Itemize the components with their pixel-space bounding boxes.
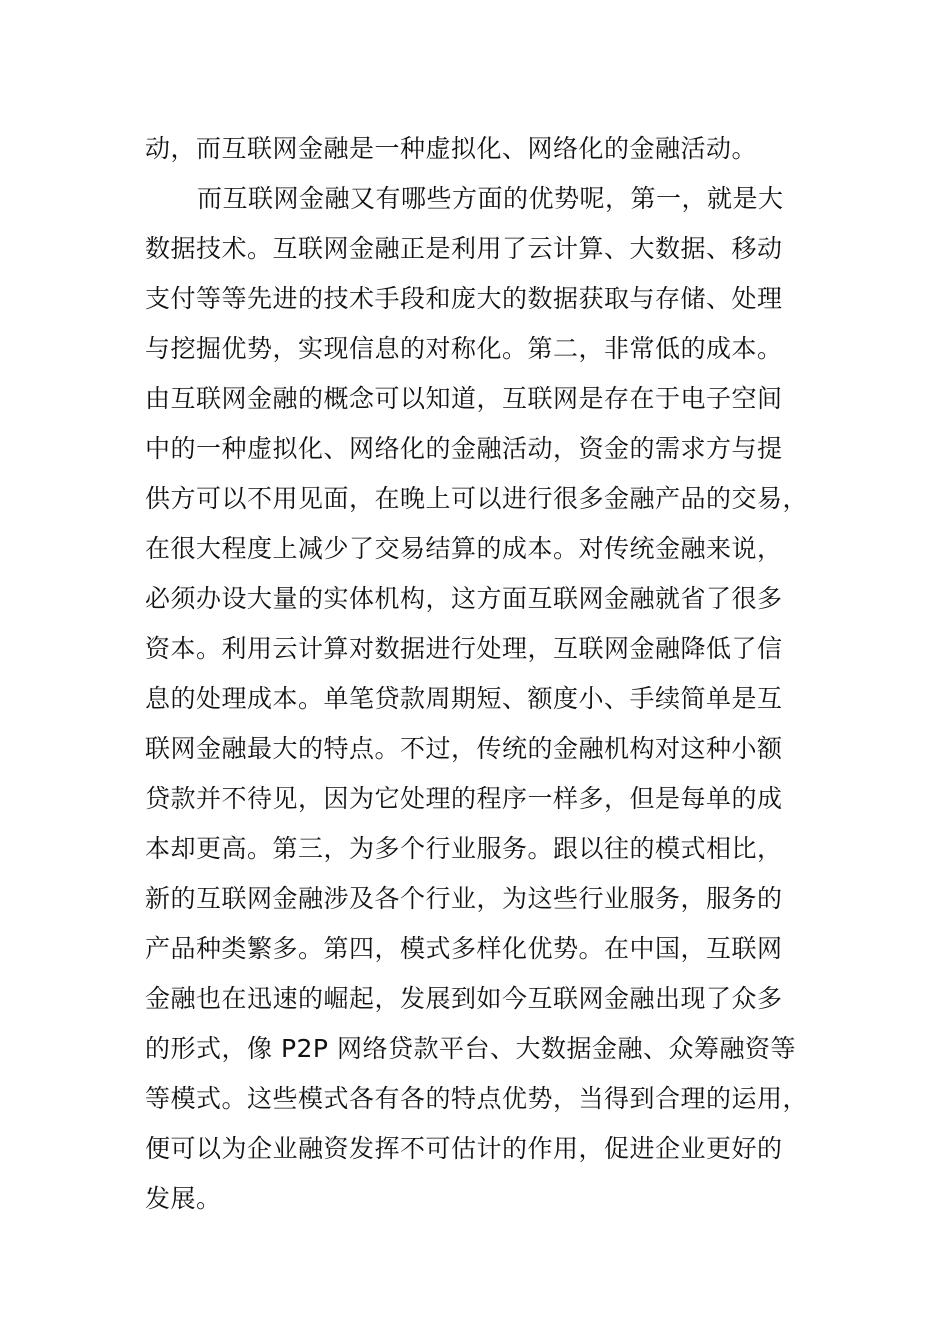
text-line-22: 发展。 <box>145 1184 222 1213</box>
text-line-16: 新的互联网金融涉及各个行业，为这些行业服务，服务的 <box>145 884 783 913</box>
text-line-21: 便可以为企业融资发挥不可估计的作用，促进企业更好的 <box>145 1134 783 1163</box>
text-line-20: 等模式。这些模式各有各的特点优势，当得到合理的运用， <box>145 1084 809 1113</box>
paragraph-start-line: 而互联网金融又有哪些方面的优势呢，第一，就是大 <box>197 184 784 213</box>
text-line-1: 动，而互联网金融是一种虚拟化、网络化的金融活动。 <box>145 134 758 163</box>
body-text <box>145 124 809 1224</box>
text-line-13: 联网金融最大的特点。不过，传统的金融机构对这种小额 <box>145 734 783 763</box>
text-line-10: 必须办设大量的实体机构，这方面互联网金融就省了很多 <box>145 584 783 613</box>
text-line-9: 在很大程度上减少了交易结算的成本。对传统金融来说， <box>145 534 783 563</box>
text-line-5: 与挖掘优势，实现信息的对称化。第二，非常低的成本。 <box>145 334 783 363</box>
text-line-15: 本却更高。第三，为多个行业服务。跟以往的模式相比， <box>145 834 783 863</box>
text-line-7: 中的一种虚拟化、网络化的金融活动，资金的需求方与提 <box>145 434 783 463</box>
text-line-6: 由互联网金融的概念可以知道，互联网是存在于电子空间 <box>145 384 783 413</box>
text-line-14: 贷款并不待见，因为它处理的程序一样多，但是每单的成 <box>145 784 783 813</box>
text-line-3: 数据技术。互联网金融正是利用了云计算、大数据、移动 <box>145 234 783 263</box>
text-line-8: 供方可以不用见面，在晚上可以进行很多金融产品的交易， <box>145 484 809 513</box>
text-line-19: 的形式，像 P2P 网络贷款平台、大数据金融、众筹融资等 <box>145 1034 796 1063</box>
text-line-12: 息的处理成本。单笔贷款周期短、额度小、手续简单是互 <box>145 684 783 713</box>
text-line-4: 支付等等先进的技术手段和庞大的数据获取与存储、处理 <box>145 284 783 313</box>
text-line-11: 资本。利用云计算对数据进行处理，互联网金融降低了信 <box>145 634 783 663</box>
text-line-18: 金融也在迅速的崛起，发展到如今互联网金融出现了众多 <box>145 984 783 1013</box>
text-line-17: 产品种类繁多。第四，模式多样化优势。在中国，互联网 <box>145 934 783 963</box>
